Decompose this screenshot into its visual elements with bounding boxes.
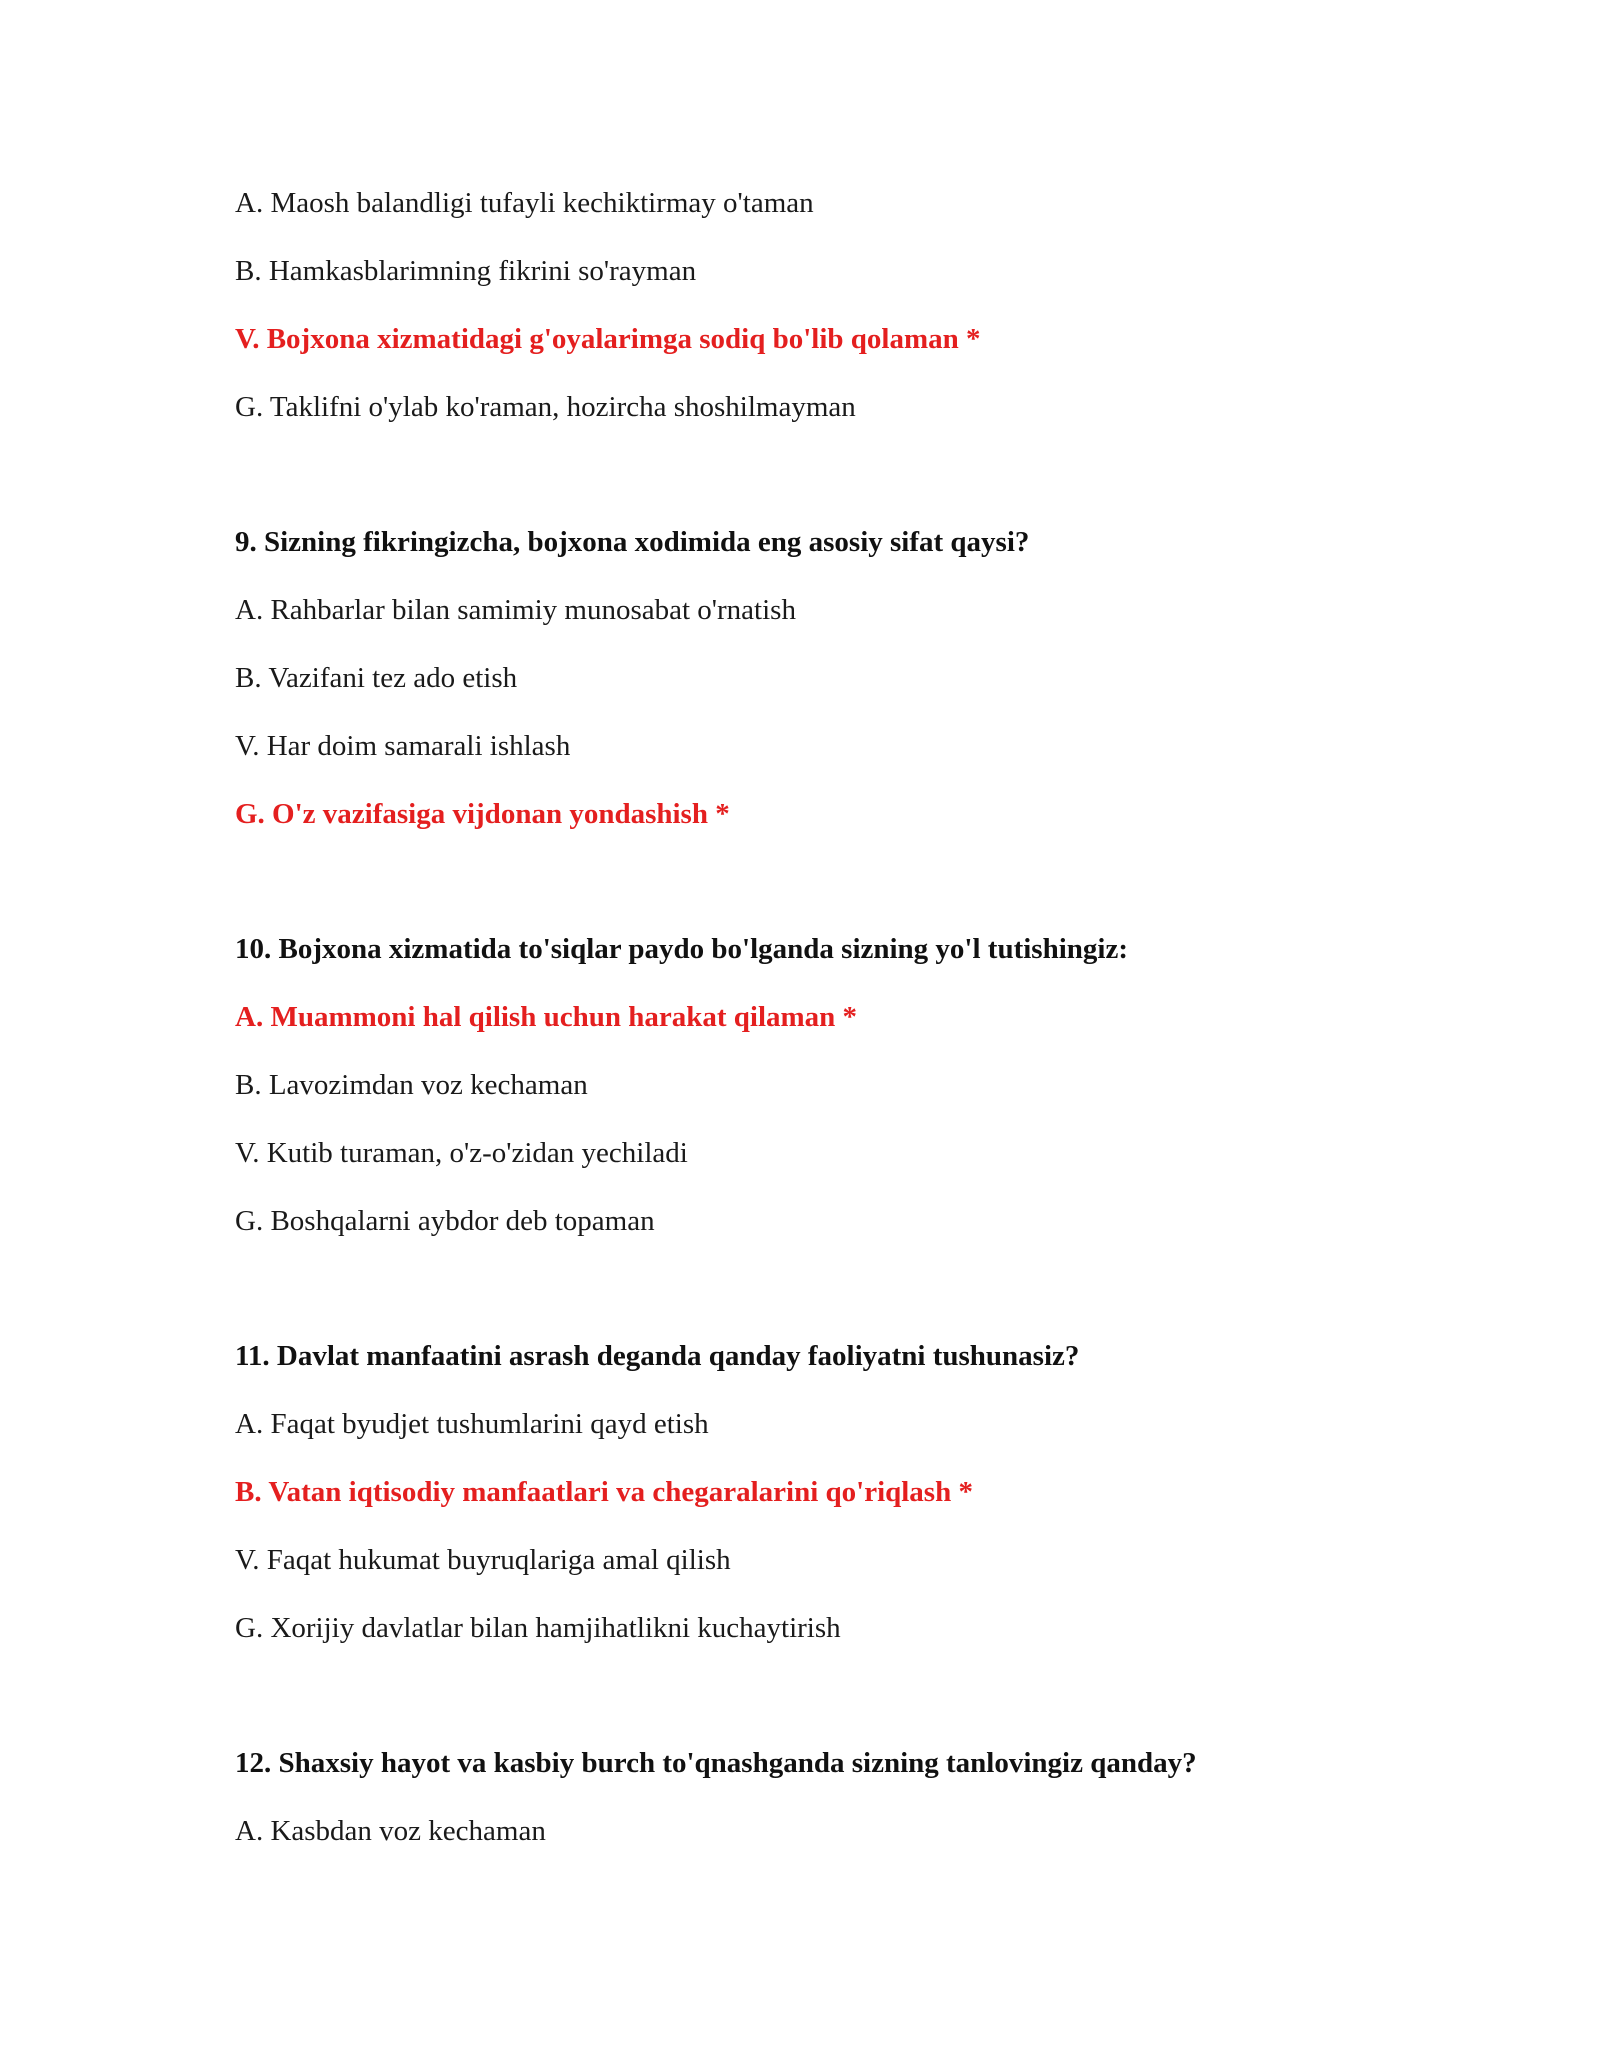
option-a: A. Kasbdan voz kechaman [235, 1815, 546, 1847]
option-b-correct-answer: B. Vatan iqtisodiy manfaatlari va chegaralarini qo'riqlash * [235, 1476, 973, 1508]
option-a: A. Maosh balandligi tufayli kechiktirmay o'taman [235, 187, 814, 219]
option-v-correct-answer: V. Bojxona xizmatidagi g'oyalarimga sodiq bo'lib qolaman * [235, 323, 981, 355]
option-g-correct-answer: G. O'z vazifasiga vijdonan yondashish * [235, 798, 730, 830]
option-g: G. Taklifni o'ylab ko'raman, hozircha shoshilmayman [235, 391, 856, 423]
option-g: G. Xorijiy davlatlar bilan hamjihatlikni kuchaytirish [235, 1612, 841, 1644]
block-spacer [235, 458, 1435, 525]
question-text: 11. Davlat manfaatini asrash deganda qanday faoliyatni tushunasiz? [235, 1340, 1080, 1372]
option-v: V. Faqat hukumat buyruqlariga amal qilish [235, 1544, 731, 1576]
option-a-correct-answer: A. Muammoni hal qilish uchun harakat qilaman * [235, 1001, 858, 1033]
option-v: V. Kutib turaman, o'z-o'zidan yechiladi [235, 1137, 688, 1169]
block-spacer [235, 1679, 1435, 1746]
option-a: A. Faqat byudjet tushumlarini qayd etish [235, 1408, 709, 1440]
question-text: 10. Bojxona xizmatida to'siqlar paydo bo'lganda sizning yo'l tutishingiz: [235, 933, 1128, 965]
option-b: B. Hamkasblarimning fikrini so'rayman [235, 255, 697, 287]
question-block [235, 186, 1435, 424]
quiz-content [235, 186, 1435, 1882]
option-b: B. Lavozimdan voz kechaman [235, 1069, 588, 1101]
question-block [235, 1339, 1435, 1645]
block-spacer [235, 865, 1435, 932]
question-text: 12. Shaxsiy hayot va kasbiy burch to'qnashganda sizning tanlovingiz qanday? [235, 1747, 1197, 1779]
option-b: B. Vazifani tez ado etish [235, 662, 518, 694]
question-block [235, 1746, 1435, 1848]
option-g: G. Boshqalarni aybdor deb topaman [235, 1205, 655, 1237]
option-v: V. Har doim samarali ishlash [235, 730, 571, 762]
question-text: 9. Sizning fikringizcha, bojxona xodimida eng asosiy sifat qaysi? [235, 526, 1030, 558]
option-a: A. Rahbarlar bilan samimiy munosabat o'rnatish [235, 594, 796, 626]
question-block [235, 525, 1435, 831]
question-block [235, 932, 1435, 1238]
block-spacer [235, 1272, 1435, 1339]
